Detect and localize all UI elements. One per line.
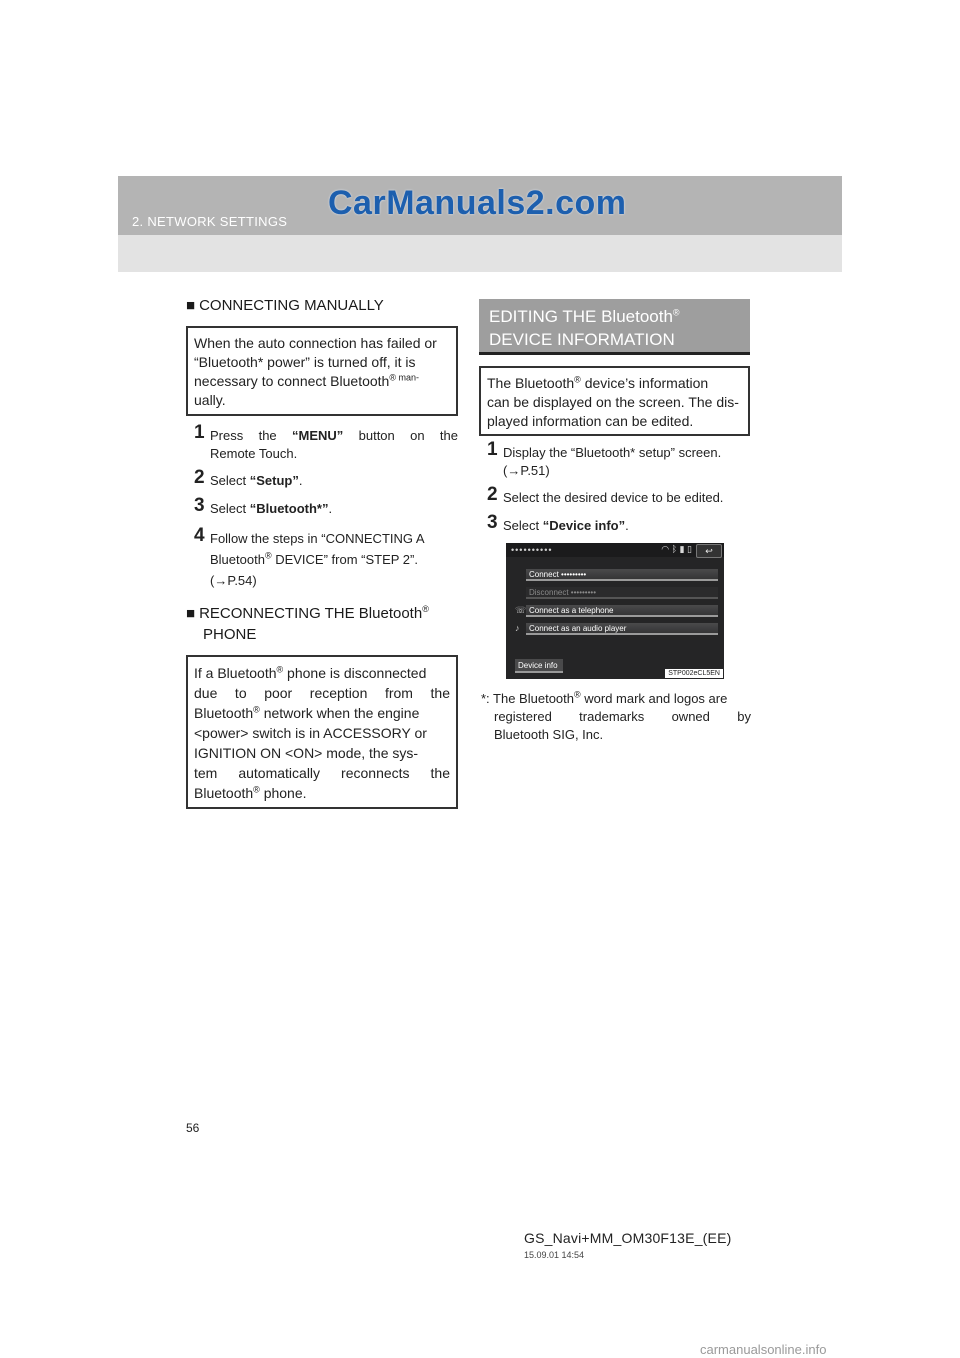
step-item: 3 Select “Device info”. — [487, 512, 629, 533]
device-screen-image — [506, 543, 724, 679]
connect-item[interactable]: Connect ••••••••• — [526, 569, 718, 581]
square-bullet-icon: ■ — [186, 605, 196, 622]
step-item: 2 Select “Setup”. — [194, 467, 303, 488]
connecting-manually-heading: ■ CONNECTING MANUALLY — [186, 297, 384, 314]
wifi-icon: ◠ — [661, 544, 670, 554]
phone-icon: ☏ — [515, 605, 527, 615]
connect-audio-item[interactable]: Connect as an audio player — [526, 623, 718, 635]
footnote: *: The Bluetooth® word mark and logos are registered trademarks owned by Bluetooth SIG, Inc. — [481, 689, 751, 742]
bluetooth-icon: ᛒ — [671, 544, 678, 554]
signal-icon: ▮ — [679, 544, 685, 554]
reconnecting-note-box: If a Bluetooth® phone is disconnected due to poor reception from the Bluetooth® network when the engine <power> switch is in ACCESSORY or IGNITION ON <ON> mode, the sys- tem automatically reconnects the Bluetooth® phone. — [186, 655, 458, 809]
reconnecting-heading: ■ RECONNECTING THE Bluetooth® PHONE — [186, 604, 429, 643]
square-bullet-icon: ■ — [186, 297, 196, 314]
step-item: 2 Select the desired device to be edited. — [487, 484, 724, 505]
watermark-logo[interactable]: CarManuals2.com — [328, 184, 627, 222]
document-date: 15.09.01 14:54 — [524, 1250, 585, 1260]
connecting-note-box: When the auto connection has failed or “Bluetooth* power” is turned off, it is necessary to connect Bluetooth$^{® man-}$ ually. — [186, 326, 458, 416]
device-name: •••••••••• — [511, 545, 553, 555]
editing-device-info-heading: EDITING THE Bluetooth® DEVICE INFORMATION — [479, 299, 750, 355]
connect-telephone-item[interactable]: Connect as a telephone — [526, 605, 718, 617]
device-info-button[interactable]: Device info — [515, 659, 563, 673]
step-item: 1 Press the “MENU” button on the Remote Touch. — [194, 422, 458, 461]
image-code: STP002eCL5EN — [665, 669, 723, 678]
step-item: 1 Display the “Bluetooth* setup” screen. (→P.51) — [487, 439, 722, 478]
page-number: 56 — [186, 1121, 200, 1135]
editing-note-box: The Bluetooth® device’s information can be displayed on the screen. The dis- played information can be edited. — [479, 366, 750, 436]
step-item: 3 Select “Bluetooth*”. — [194, 495, 333, 516]
back-button[interactable]: ↩ — [696, 544, 722, 558]
watermark-footer[interactable]: carmanualsonline.info — [700, 1342, 827, 1357]
disconnect-item[interactable]: Disconnect ••••••••• — [526, 587, 718, 599]
step-item: 4 Follow the steps in “CONNECTING A Bluetooth® DEVICE” from “STEP 2”. (→P.54) — [194, 525, 425, 588]
document-code: GS_Navi+MM_OM30F13E_(EE) — [524, 1230, 732, 1246]
battery-icon: ▯ — [687, 544, 692, 554]
section-title: 2. NETWORK SETTINGS — [132, 214, 288, 229]
status-icons — [661, 544, 692, 555]
music-note-icon: ♪ — [515, 623, 520, 633]
